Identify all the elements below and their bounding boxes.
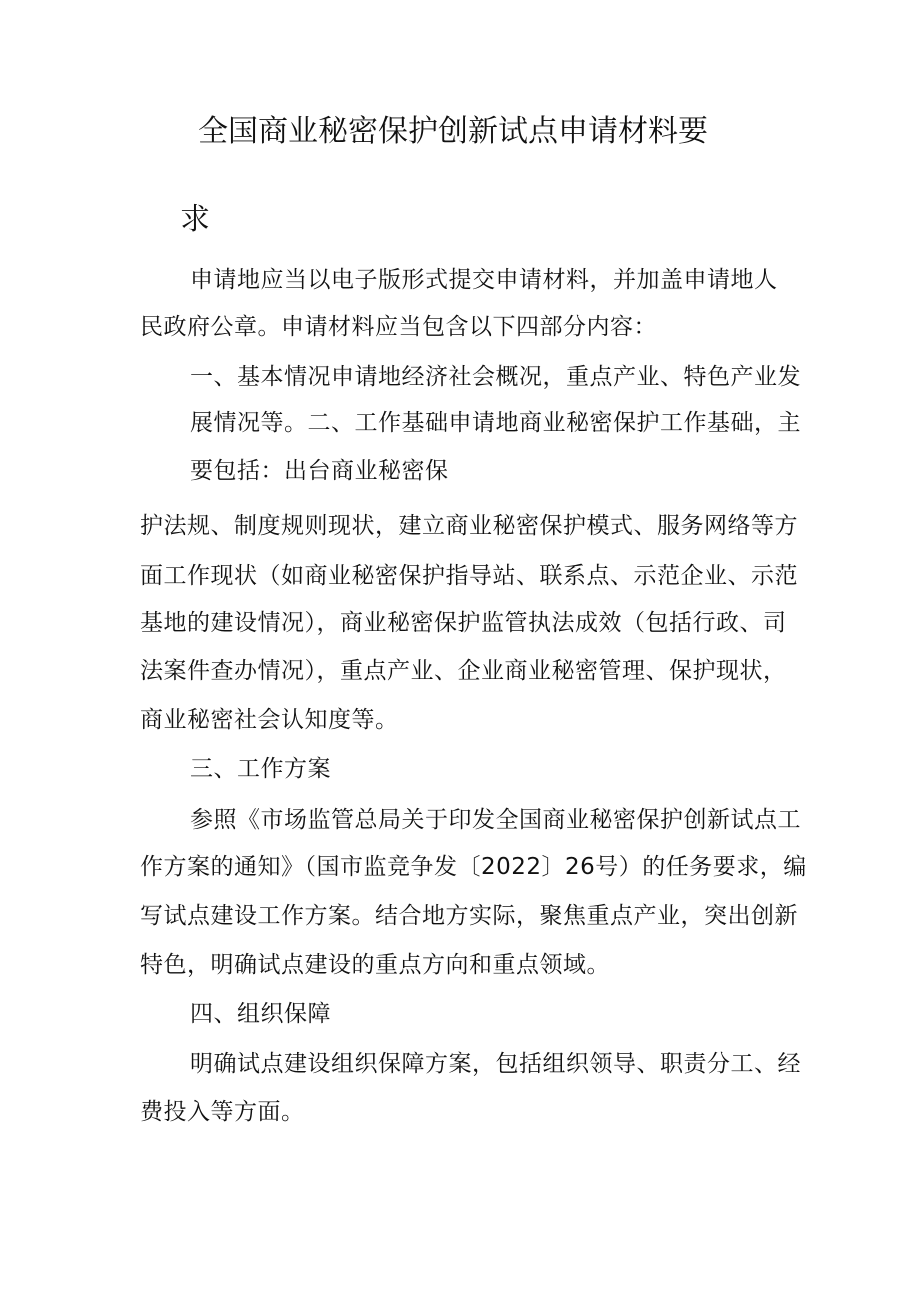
section2-line-2: 面工作现状（如商业秘密保护指导站、联系点、示范企业、示范 xyxy=(140,563,798,589)
section2-line-1: 护法规、制度规则现状，建立商业秘密保护模式、服务网络等方 xyxy=(140,513,798,539)
section4-line-1: 明确试点建设组织保障方案，包括组织领导、职责分工、经 xyxy=(190,1051,801,1077)
section1-line-3: 要包括：出台商业秘密保 xyxy=(190,458,449,484)
section3-heading: 三、工作方案 xyxy=(190,756,331,782)
intro-line-1: 申请地应当以电子版形式提交申请材料，并加盖申请地人 xyxy=(190,267,778,293)
section3-line-1: 参照《市场监管总局关于印发全国商业秘密保护创新试点工 xyxy=(190,807,801,833)
intro-line-2: 民政府公章。申请材料应当包含以下四部分内容： xyxy=(140,314,657,340)
section2-line-5: 商业秘密社会认知度等。 xyxy=(140,707,399,733)
section3-line-3: 写试点建设工作方案。结合地方实际，聚焦重点产业，突出创新 xyxy=(140,903,798,929)
section3-line-4: 特色，明确试点建设的重点方向和重点领域。 xyxy=(140,952,610,978)
section2-line-3: 基地的建设情况），商业秘密保护监管执法成效（包括行政、司 xyxy=(140,610,787,636)
section3-line-2: 作方案的通知》（国市监竞争发〔2022〕26号）的任务要求，编 xyxy=(140,854,807,880)
section1-line-2: 展情况等。二、工作基础申请地商业秘密保护工作基础，主 xyxy=(190,410,801,436)
document-title-line-2: 求 xyxy=(180,202,210,237)
document-title-line-1: 全国商业秘密保护创新试点申请材料要 xyxy=(198,114,708,149)
section1-line-1: 一、基本情况申请地经济社会概况，重点产业、特色产业发 xyxy=(190,364,801,390)
section4-line-2: 费投入等方面。 xyxy=(140,1099,305,1125)
section4-heading: 四、组织保障 xyxy=(190,1001,331,1027)
section2-line-4: 法案件查办情况），重点产业、企业商业秘密管理、保护现状， xyxy=(140,658,787,684)
